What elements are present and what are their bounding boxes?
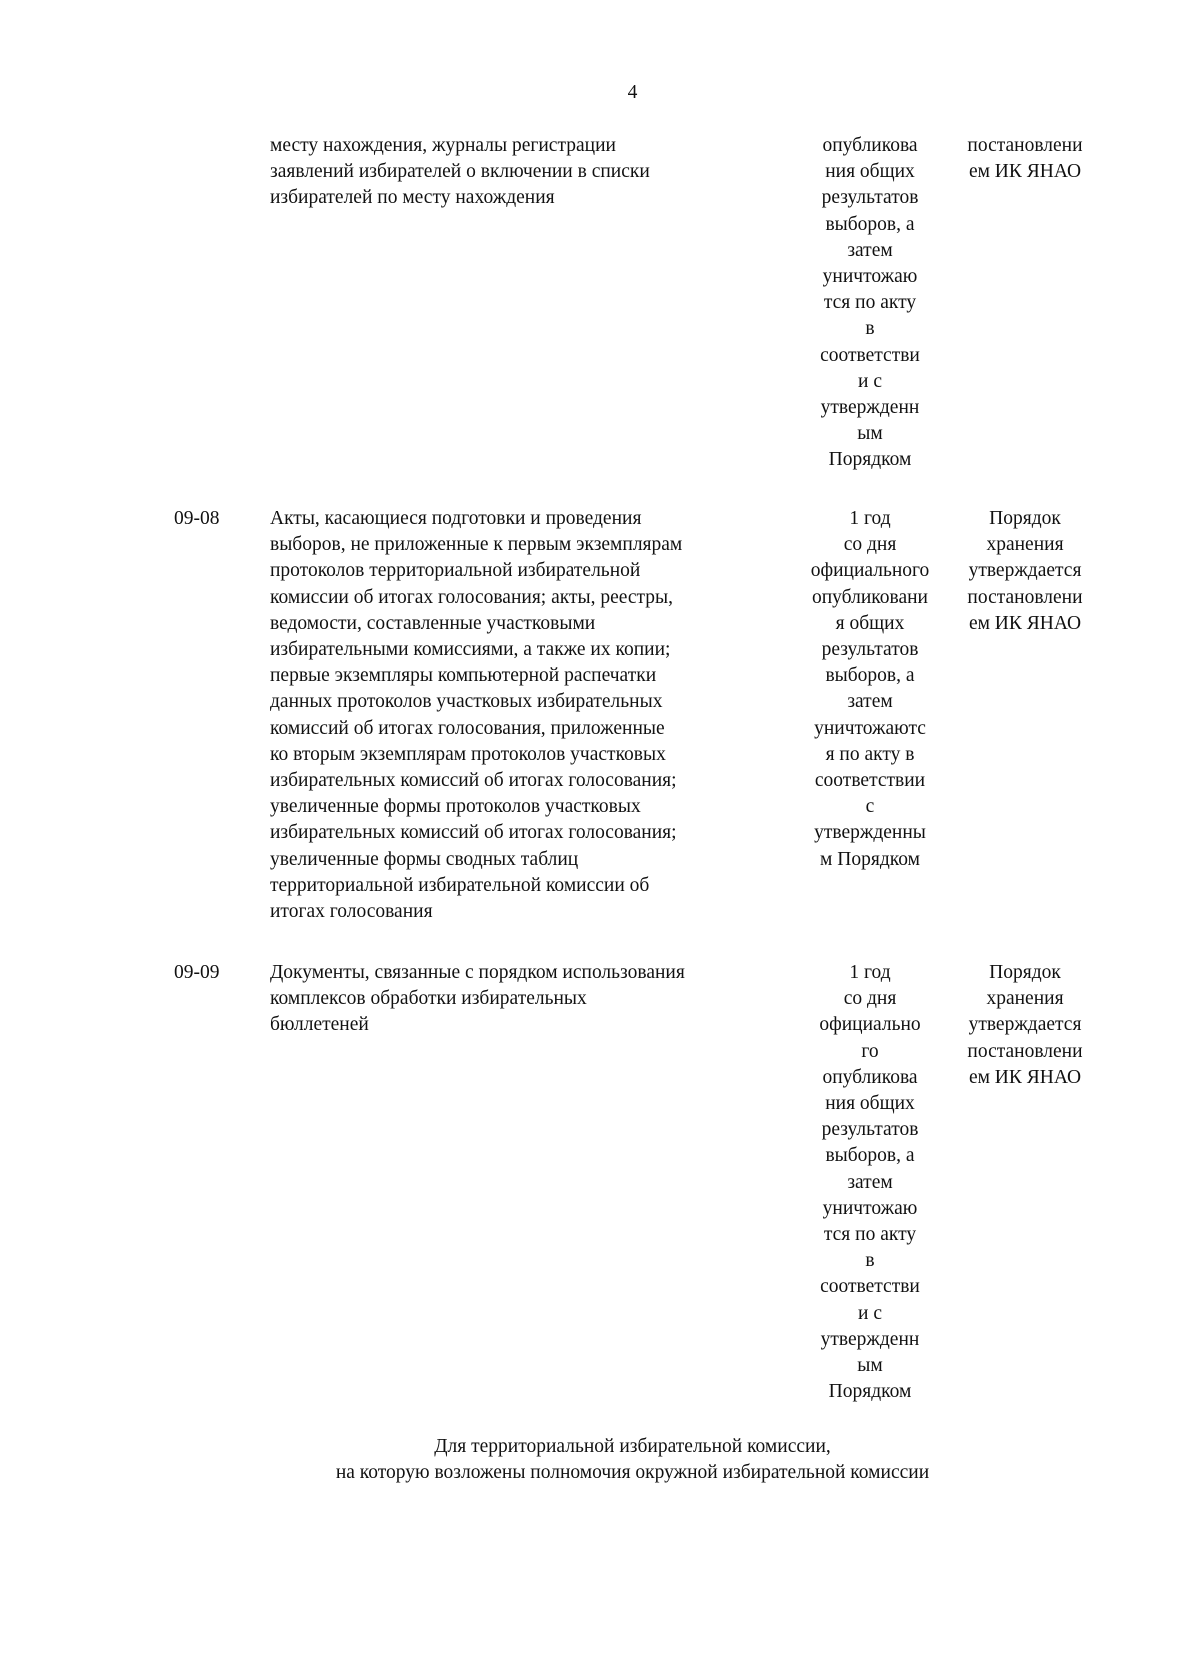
row-description: Акты, касающиеся подготовки и проведения выборов, не приложенные к первым экземплярам протоколов территориальной избирательной комиссии об итогах голосования; акты, реестры, ведомости, составленные участковыми избирательными комиссиями, а также их копии; первые экземпляры компьютерной распечатки данных протоколов участковых избирательных комиссий об итогах голосования, приложенные ко вторым экземплярам протоколов участковых избирательных комиссий об итогах голосования; увеличенные формы протоколов участковых избирательных комиссий об итогах голосования; увеличенные формы сводных таблиц территориальной избирательной комиссии об итогах голосования bbox=[270, 508, 683, 923]
page-number: 4 bbox=[627, 82, 638, 103]
row-note: Порядок хранения утверждается постановлени ем ИК ЯНАО bbox=[967, 962, 1083, 1088]
row-note: постановлени ем ИК ЯНАО bbox=[967, 135, 1083, 183]
section-heading: Для территориальной избирательной комиссии, на которую возложены полномочия окружной избирательной комиссии bbox=[335, 1436, 930, 1484]
row-retention-term: 1 год со дня официально го опубликова ния общих результатов выборов, а затем уничтожаю тся по акту в соответстви и с утвержденн ым Порядком bbox=[819, 962, 921, 1403]
row-code: 09-09 bbox=[174, 962, 220, 983]
row-description: месту нахождения, журналы регистрации заявлений избирателей о включении в списки избирателей по месту нахождения bbox=[270, 135, 650, 209]
row-description: Документы, связанные с порядком использования комплексов обработки избирательных бюллетеней bbox=[270, 962, 685, 1036]
row-code: 09-08 bbox=[174, 508, 220, 529]
row-note: Порядок хранения утверждается постановлени ем ИК ЯНАО bbox=[967, 508, 1083, 634]
row-retention-term: 1 год со дня официального опубликовани я общих результатов выборов, а затем уничтожаютс я по акту в соответствии с утвержденны м Порядком bbox=[810, 508, 930, 870]
row-retention-term: опубликова ния общих результатов выборов, а затем уничтожаю тся по акту в соответстви и с утвержденн ым Порядком bbox=[820, 135, 920, 471]
